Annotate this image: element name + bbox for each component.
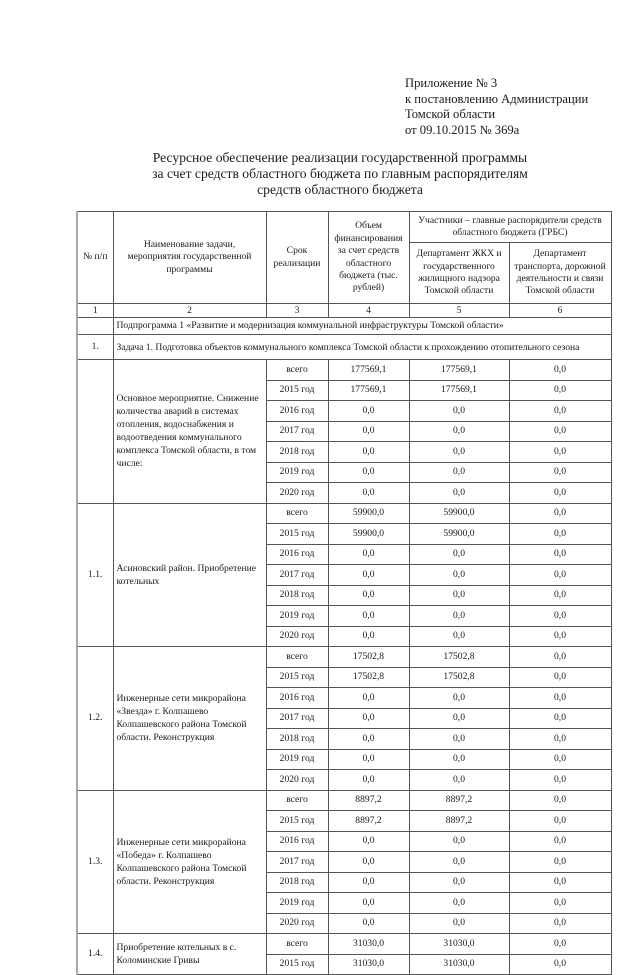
total-cell: 0,0 <box>328 401 409 422</box>
dept2-cell: 0,0 <box>509 565 611 586</box>
subprogram-title: Подпрограмма 1 «Развитие и модернизация коммунальной инфраструктуры Томской области» <box>113 318 611 335</box>
period-cell: 2019 год <box>266 893 328 914</box>
period-cell: всего <box>266 360 328 381</box>
total-cell: 0,0 <box>328 606 409 627</box>
total-cell: 59900,0 <box>328 503 409 524</box>
dept1-cell: 0,0 <box>409 749 509 770</box>
column-number: 3 <box>266 304 328 318</box>
task-num: 1. <box>77 335 113 360</box>
total-cell: 0,0 <box>328 565 409 586</box>
item-name: Приобретение котельных в с. Коломинские Гривы <box>113 934 266 975</box>
dept2-cell: 0,0 <box>509 626 611 647</box>
period-cell: 2019 год <box>266 462 328 483</box>
item-num <box>77 360 113 504</box>
period-cell: 2020 год <box>266 913 328 934</box>
period-cell: 2015 год <box>266 811 328 832</box>
header-dept1: Департамент ЖКХ и государственного жилищного надзора Томской области <box>409 243 509 304</box>
dept2-cell: 0,0 <box>509 585 611 606</box>
item-name: Основное мероприятие. Снижение количества аварий в системах отопления, водоснабжения и водоотведения коммунального комплекса Томской области, в том числе: <box>113 360 266 504</box>
table-row <box>77 503 611 524</box>
dept1-cell: 0,0 <box>409 688 509 709</box>
period-cell: 2015 год <box>266 380 328 401</box>
period-cell: 2020 год <box>266 483 328 504</box>
total-cell: 0,0 <box>328 442 409 463</box>
dept1-cell: 0,0 <box>409 442 509 463</box>
period-cell: 2016 год <box>266 831 328 852</box>
header-num: № п/п <box>77 212 113 304</box>
dept2-cell: 0,0 <box>509 954 611 975</box>
dept2-cell: 0,0 <box>509 421 611 442</box>
header-volume: Объем финансирования за счет средств областного бюджета (тыс. рублей) <box>328 212 409 304</box>
period-cell: 2016 год <box>266 688 328 709</box>
appendix-line: Приложение № 3 <box>405 76 498 90</box>
total-cell: 0,0 <box>328 852 409 873</box>
dept1-cell: 0,0 <box>409 729 509 750</box>
appendix-line: Томской области <box>405 107 496 122</box>
dept2-cell: 0,0 <box>509 401 611 422</box>
total-cell: 8897,2 <box>328 790 409 811</box>
subprogram-num <box>77 318 113 335</box>
total-cell: 0,0 <box>328 770 409 791</box>
total-cell: 17502,8 <box>328 667 409 688</box>
period-cell: 2018 год <box>266 585 328 606</box>
dept2-cell: 0,0 <box>509 852 611 873</box>
total-cell: 0,0 <box>328 585 409 606</box>
title-line: Ресурсное обеспечение реализации государственной программы <box>152 150 528 165</box>
period-cell: 2016 год <box>266 544 328 565</box>
period-cell: 2017 год <box>266 565 328 586</box>
total-cell: 8897,2 <box>328 811 409 832</box>
title-line: за счет средств областного бюджета по главным распорядителям <box>152 166 528 181</box>
dept1-cell: 0,0 <box>409 770 509 791</box>
dept2-cell: 0,0 <box>509 380 611 401</box>
column-number: 6 <box>509 304 611 318</box>
item-name: Инженерные сети микрорайона «Звезда» г. Колпашево Колпашевского района Томской области. Реконструкция <box>113 647 266 791</box>
total-cell: 31030,0 <box>328 934 409 955</box>
dept2-cell: 0,0 <box>509 831 611 852</box>
table-row <box>77 360 611 381</box>
column-number: 5 <box>409 304 509 318</box>
dept2-cell: 0,0 <box>509 524 611 545</box>
total-cell: 177569,1 <box>328 380 409 401</box>
total-cell: 0,0 <box>328 749 409 770</box>
dept1-cell: 0,0 <box>409 893 509 914</box>
dept2-cell: 0,0 <box>509 360 611 381</box>
dept1-cell: 177569,1 <box>409 360 509 381</box>
period-cell: 2017 год <box>266 421 328 442</box>
item-name: Асиновский район. Приобретение котельных <box>113 503 266 647</box>
dept2-cell: 0,0 <box>509 749 611 770</box>
period-cell: всего <box>266 647 328 668</box>
dept2-cell: 0,0 <box>509 606 611 627</box>
dept2-cell: 0,0 <box>509 503 611 524</box>
dept2-cell: 0,0 <box>509 872 611 893</box>
dept1-cell: 0,0 <box>409 913 509 934</box>
item-num: 1.3. <box>77 790 113 934</box>
period-cell: 2019 год <box>266 606 328 627</box>
header-dept2: Департамент транспорта, дорожной деятельности и связи Томской области <box>509 243 611 304</box>
dept2-cell: 0,0 <box>509 442 611 463</box>
period-cell: всего <box>266 790 328 811</box>
dept2-cell: 0,0 <box>509 893 611 914</box>
total-cell: 0,0 <box>328 872 409 893</box>
period-cell: всего <box>266 503 328 524</box>
dept1-cell: 0,0 <box>409 483 509 504</box>
table-row <box>77 647 611 668</box>
total-cell: 0,0 <box>328 729 409 750</box>
dept1-cell: 17502,8 <box>409 667 509 688</box>
dept1-cell: 31030,0 <box>409 934 509 955</box>
header-term: Срок реализации <box>266 212 328 304</box>
period-cell: 2017 год <box>266 708 328 729</box>
subprogram-row <box>77 318 611 335</box>
column-number-row <box>77 304 611 318</box>
total-cell: 0,0 <box>328 626 409 647</box>
total-cell: 0,0 <box>328 544 409 565</box>
dept2-cell: 0,0 <box>509 934 611 955</box>
dept1-cell: 0,0 <box>409 401 509 422</box>
total-cell: 0,0 <box>328 483 409 504</box>
period-cell: 2018 год <box>266 872 328 893</box>
period-cell: всего <box>266 934 328 955</box>
document-title <box>120 150 560 198</box>
table-row <box>77 790 611 811</box>
dept1-cell: 0,0 <box>409 606 509 627</box>
total-cell: 59900,0 <box>328 524 409 545</box>
dept2-cell: 0,0 <box>509 913 611 934</box>
dept2-cell: 0,0 <box>509 811 611 832</box>
column-number: 1 <box>77 304 113 318</box>
dept2-cell: 0,0 <box>509 462 611 483</box>
dept2-cell: 0,0 <box>509 544 611 565</box>
dept1-cell: 8897,2 <box>409 790 509 811</box>
dept1-cell: 0,0 <box>409 708 509 729</box>
task-title: Задача 1. Подготовка объектов коммунального комплекса Томской области к прохождению отопительного сезона <box>113 335 611 360</box>
dept2-cell: 0,0 <box>509 790 611 811</box>
dept1-cell: 17502,8 <box>409 647 509 668</box>
period-cell: 2016 год <box>266 401 328 422</box>
dept1-cell: 177569,1 <box>409 380 509 401</box>
column-number: 2 <box>113 304 266 318</box>
title-line: средств областного бюджета <box>257 182 423 197</box>
appendix-header <box>405 76 588 138</box>
period-cell: 2018 год <box>266 729 328 750</box>
dept2-cell: 0,0 <box>509 770 611 791</box>
total-cell: 0,0 <box>328 708 409 729</box>
dept1-cell: 0,0 <box>409 462 509 483</box>
header-name: Наименование задачи, мероприятия государственной программы <box>113 212 266 304</box>
header-participants: Участники – главные распорядители средств областного бюджета (ГРБС) <box>409 212 611 243</box>
column-number: 4 <box>328 304 409 318</box>
task-row <box>77 335 611 360</box>
dept2-cell: 0,0 <box>509 647 611 668</box>
dept1-cell: 59900,0 <box>409 503 509 524</box>
dept1-cell: 0,0 <box>409 544 509 565</box>
period-cell: 2020 год <box>266 626 328 647</box>
dept1-cell: 0,0 <box>409 421 509 442</box>
dept1-cell: 8897,2 <box>409 811 509 832</box>
dept2-cell: 0,0 <box>509 729 611 750</box>
appendix-line: к постановлению Администрации <box>405 91 589 106</box>
total-cell: 0,0 <box>328 893 409 914</box>
period-cell: 2015 год <box>266 954 328 975</box>
dept1-cell: 0,0 <box>409 626 509 647</box>
period-cell: 2020 год <box>266 770 328 791</box>
item-num: 1.4. <box>77 934 113 975</box>
dept2-cell: 0,0 <box>509 667 611 688</box>
dept1-cell: 0,0 <box>409 565 509 586</box>
total-cell: 0,0 <box>328 462 409 483</box>
period-cell: 2015 год <box>266 667 328 688</box>
total-cell: 177569,1 <box>328 360 409 381</box>
dept1-cell: 0,0 <box>409 831 509 852</box>
item-name: Инженерные сети микрорайона «Победа» г. Колпашево Колпашевского района Томской области. Реконструкция <box>113 790 266 934</box>
total-cell: 0,0 <box>328 688 409 709</box>
dept1-cell: 0,0 <box>409 872 509 893</box>
total-cell: 17502,8 <box>328 647 409 668</box>
resource-table <box>76 211 612 975</box>
item-num: 1.2. <box>77 647 113 791</box>
period-cell: 2019 год <box>266 749 328 770</box>
period-cell: 2018 год <box>266 442 328 463</box>
dept1-cell: 0,0 <box>409 852 509 873</box>
dept1-cell: 31030,0 <box>409 954 509 975</box>
table-row <box>77 934 611 955</box>
period-cell: 2015 год <box>266 524 328 545</box>
dept1-cell: 0,0 <box>409 585 509 606</box>
dept2-cell: 0,0 <box>509 688 611 709</box>
total-cell: 31030,0 <box>328 954 409 975</box>
appendix-line: от 09.10.2015 № 369а <box>405 122 520 137</box>
total-cell: 0,0 <box>328 421 409 442</box>
header-row <box>77 212 611 243</box>
dept2-cell: 0,0 <box>509 483 611 504</box>
dept1-cell: 59900,0 <box>409 524 509 545</box>
total-cell: 0,0 <box>328 913 409 934</box>
period-cell: 2017 год <box>266 852 328 873</box>
dept2-cell: 0,0 <box>509 708 611 729</box>
total-cell: 0,0 <box>328 831 409 852</box>
item-num: 1.1. <box>77 503 113 647</box>
